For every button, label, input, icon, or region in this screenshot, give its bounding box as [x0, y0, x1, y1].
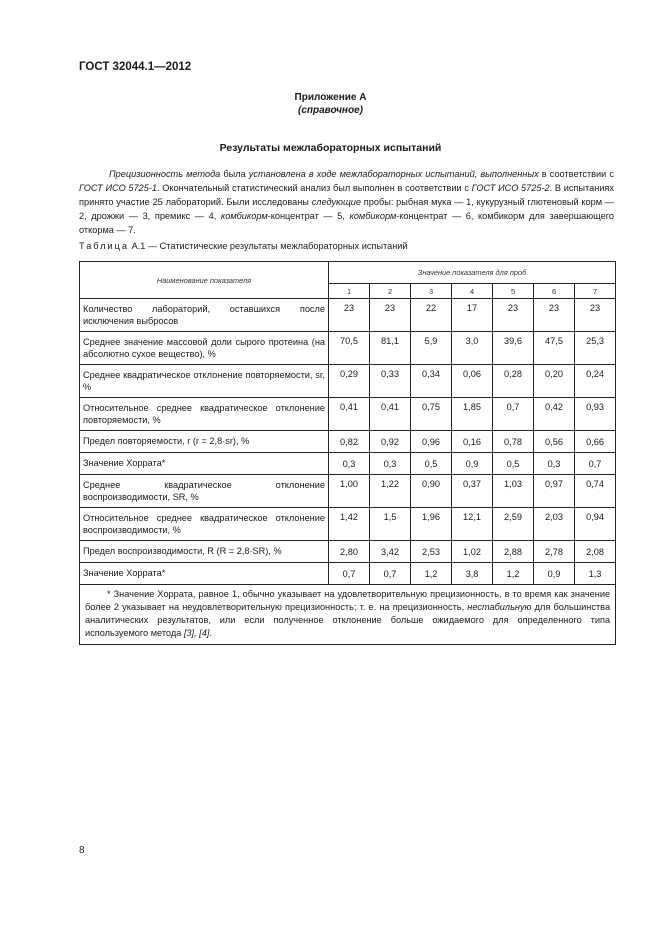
value-cell: 0,92 [370, 431, 411, 453]
sample-number: 3 [411, 284, 452, 299]
results-table [79, 261, 616, 645]
table-caption: Таблица А.1 — Статистические результаты межлабораторных испытаний [79, 241, 408, 251]
value-cell: 0,9 [452, 453, 493, 475]
table-row [80, 508, 616, 541]
value-cell: 0,28 [493, 365, 534, 398]
value-cell: 0,78 [493, 431, 534, 453]
value-cell: 0,75 [411, 398, 452, 431]
value-cell: 12,1 [452, 508, 493, 541]
table-row [80, 365, 616, 398]
sample-number: 6 [534, 284, 575, 299]
value-column-header: Значение показателя для проб [329, 262, 616, 284]
value-cell: 5,9 [411, 332, 452, 365]
value-cell: 23 [329, 299, 370, 332]
table-row [80, 541, 616, 563]
row-label: Значение Хоррата* [80, 453, 329, 475]
sample-number: 7 [575, 284, 616, 299]
value-cell: 0,5 [411, 453, 452, 475]
value-cell: 1,96 [411, 508, 452, 541]
table-row [80, 398, 616, 431]
value-cell: 2,59 [493, 508, 534, 541]
value-cell: 0,5 [493, 453, 534, 475]
value-cell: 3,8 [452, 563, 493, 585]
value-cell: 0,93 [575, 398, 616, 431]
value-cell: 0,29 [329, 365, 370, 398]
value-cell: 3,42 [370, 541, 411, 563]
value-cell: 0,66 [575, 431, 616, 453]
sample-number: 4 [452, 284, 493, 299]
value-cell: 39,6 [493, 332, 534, 365]
value-cell: 2,78 [534, 541, 575, 563]
appendix-title: Приложение А [294, 92, 367, 103]
value-cell: 22 [411, 299, 452, 332]
value-cell: 1,5 [370, 508, 411, 541]
row-label: Значение Хоррата* [80, 563, 329, 585]
value-cell: 0,3 [370, 453, 411, 475]
sample-number: 2 [370, 284, 411, 299]
value-cell: 1,02 [452, 541, 493, 563]
value-cell: 0,90 [411, 475, 452, 508]
value-cell: 0,56 [534, 431, 575, 453]
value-cell: 0,82 [329, 431, 370, 453]
value-cell: 0,7 [329, 563, 370, 585]
value-cell: 17 [452, 299, 493, 332]
value-cell: 0,20 [534, 365, 575, 398]
value-cell: 23 [534, 299, 575, 332]
value-cell: 0,41 [370, 398, 411, 431]
value-cell: 23 [493, 299, 534, 332]
sample-number: 5 [493, 284, 534, 299]
value-cell: 1,22 [370, 475, 411, 508]
table-row [80, 431, 616, 453]
document-code: ГОСТ 32044.1—2012 [79, 61, 192, 73]
name-column-header: Наименование показателя [80, 262, 329, 299]
value-cell: 0,74 [575, 475, 616, 508]
value-cell: 0,94 [575, 508, 616, 541]
row-label: Среднее значение массовой доли сырого протеина (на абсолютно сухое вещество), % [80, 332, 329, 365]
value-cell: 1,42 [329, 508, 370, 541]
value-cell: 2,53 [411, 541, 452, 563]
value-cell: 0,9 [534, 563, 575, 585]
value-cell: 2,80 [329, 541, 370, 563]
value-cell: 0,7 [493, 398, 534, 431]
value-cell: 0,42 [534, 398, 575, 431]
row-label: Предел повторяемости, r (r = 2,8·sr), % [80, 431, 329, 453]
value-cell: 0,24 [575, 365, 616, 398]
appendix-subtitle: (справочное) [298, 105, 363, 116]
value-cell: 0,33 [370, 365, 411, 398]
value-cell: 0,3 [534, 453, 575, 475]
value-cell: 0,06 [452, 365, 493, 398]
row-label: Количество лабораторий, оставшихся после исключения выбросов [80, 299, 329, 332]
value-cell: 1,2 [493, 563, 534, 585]
table-row [80, 475, 616, 508]
row-label: Относительное среднее квадратическое отклонение повторяемости, % [80, 398, 329, 431]
value-cell: 1,00 [329, 475, 370, 508]
value-cell: 0,96 [411, 431, 452, 453]
value-cell: 0,37 [452, 475, 493, 508]
value-cell: 0,16 [452, 431, 493, 453]
value-cell: 23 [370, 299, 411, 332]
value-cell: 81,1 [370, 332, 411, 365]
row-label: Предел воспроизводимости, R (R = 2,8·SR), % [80, 541, 329, 563]
table-row [80, 332, 616, 365]
value-cell: 23 [575, 299, 616, 332]
value-cell: 0,41 [329, 398, 370, 431]
row-label: Среднее квадратическое отклонение воспроизводимости, SR, % [80, 475, 329, 508]
value-cell: 1,03 [493, 475, 534, 508]
row-label: Относительное среднее квадратическое отклонение воспроизводимости, % [80, 508, 329, 541]
table-footnote: * Значение Хоррата, равное 1, обычно указывает на удовлетворительную прецизионность, в то время как значение более 2 указывает на неудовлетворительную прецизионность; т. е. на прецизионность, нестабильную для большинства аналитических результатов, или если полученное отклонение больше ожидаемого для определенного типа используемого метода [3], [4]. [80, 585, 616, 645]
value-cell: 0,7 [370, 563, 411, 585]
value-cell: 47,5 [534, 332, 575, 365]
sample-number: 1 [329, 284, 370, 299]
section-title: Результаты межлабораторных испытаний [219, 142, 442, 154]
row-label: Среднее квадратическое отклонение повторяемости, sr, % [80, 365, 329, 398]
intro-paragraph: Прецизионность метода была установлена в ходе межлабораторных испытаний, выполненных в соответствии с ГОСТ ИСО 5725-1. Окончательный статистический анализ был выполнен в соответствии с ГОСТ ИСО 5725-2. В испытаниях принято участие 25 лабораторий. Были исследованы следующие пробы: рыбная мука — 1, кукурузный глютеновый корм — 2, дрожжи — 3, премикс — 4, комбикорм-концентрат — 5, комбикорм-концентрат — 6, комбикорм для завершающего откорма — 7. [79, 169, 614, 235]
table-row [80, 563, 616, 585]
value-cell: 2,08 [575, 541, 616, 563]
value-cell: 3,0 [452, 332, 493, 365]
value-cell: 70,5 [329, 332, 370, 365]
value-cell: 1,2 [411, 563, 452, 585]
page-number: 8 [79, 845, 85, 856]
value-cell: 0,7 [575, 453, 616, 475]
value-cell: 1,3 [575, 563, 616, 585]
value-cell: 2,88 [493, 541, 534, 563]
table-row [80, 299, 616, 332]
value-cell: 0,97 [534, 475, 575, 508]
value-cell: 0,34 [411, 365, 452, 398]
value-cell: 25,3 [575, 332, 616, 365]
table-row [80, 453, 616, 475]
value-cell: 1,85 [452, 398, 493, 431]
value-cell: 0,3 [329, 453, 370, 475]
value-cell: 2,03 [534, 508, 575, 541]
